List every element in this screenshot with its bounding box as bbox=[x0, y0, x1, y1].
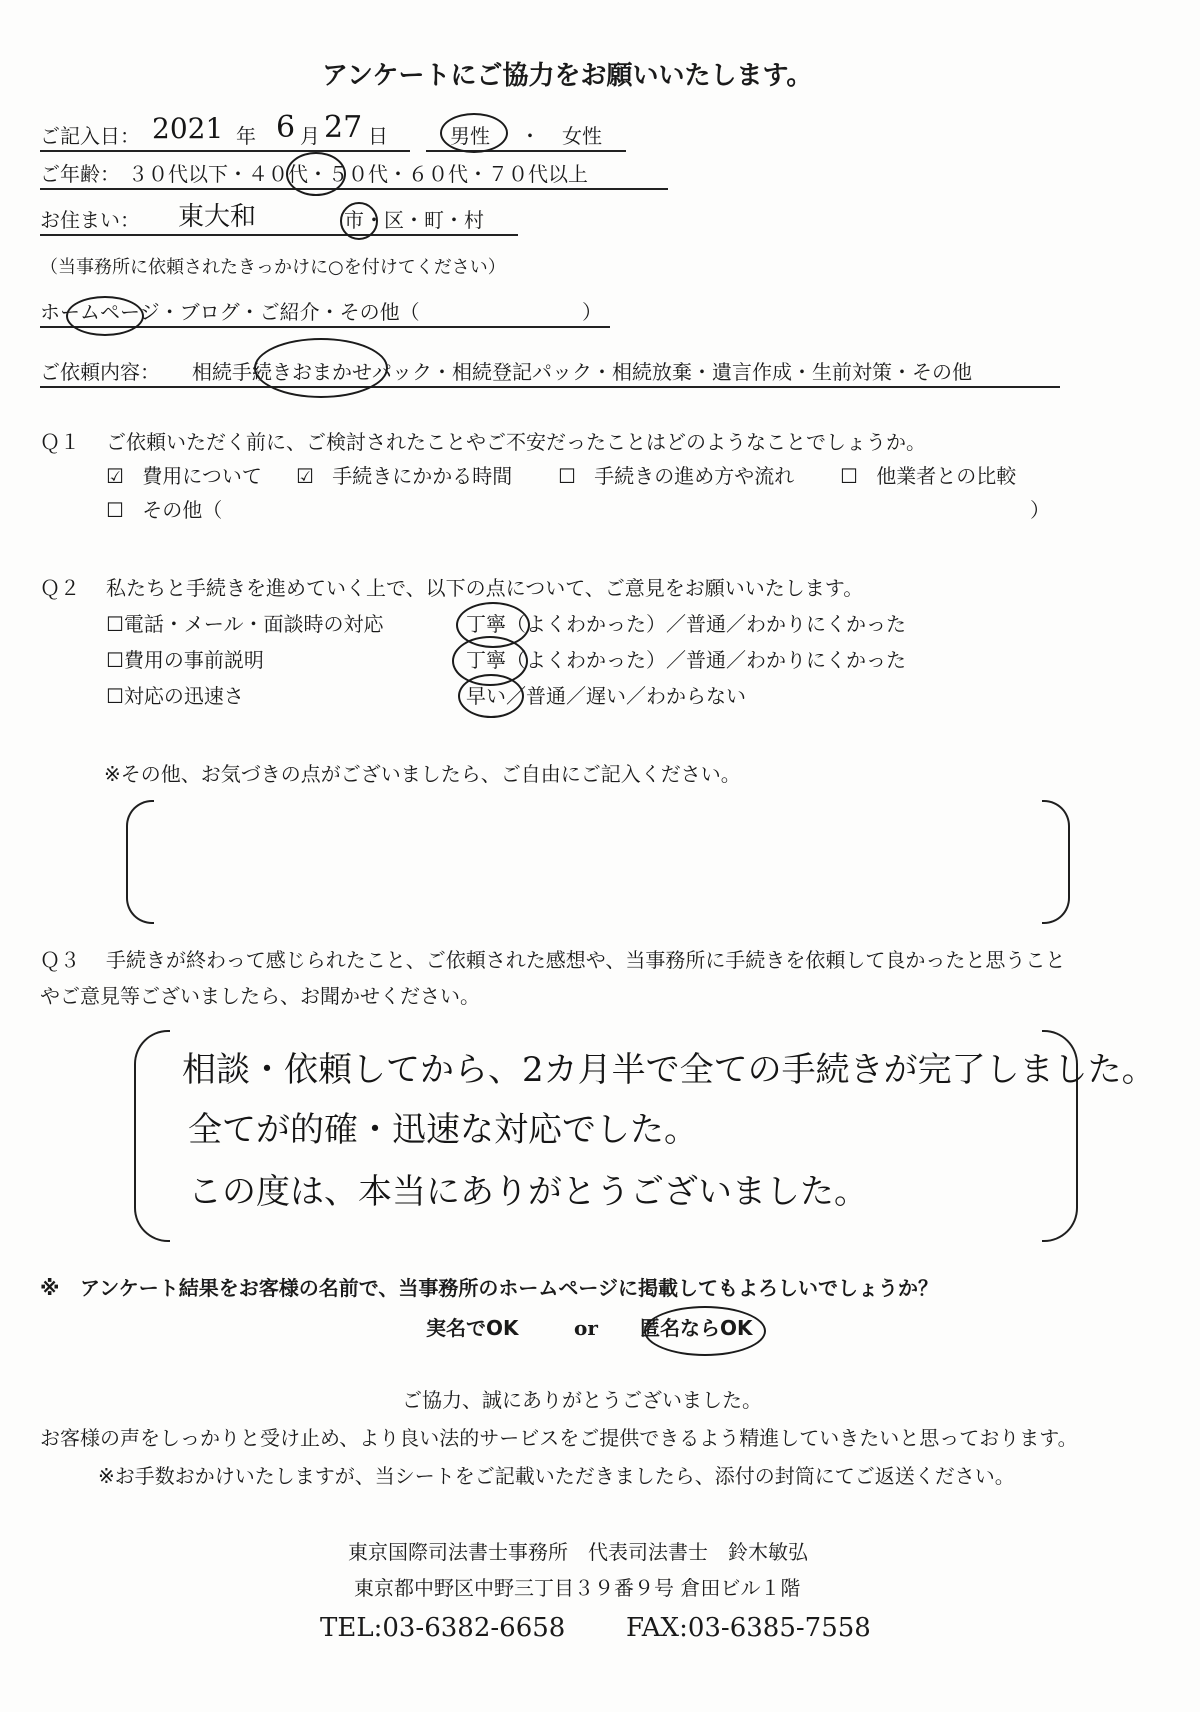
q1-checkbox-compare[interactable]: ☐ bbox=[840, 464, 858, 488]
publish-mark: ※ bbox=[40, 1276, 60, 1300]
residence-label: お住まい： bbox=[40, 208, 140, 232]
q1-option-cost-label: 費用について bbox=[142, 464, 262, 488]
q2-comment-box-left-bracket bbox=[126, 800, 154, 924]
q3-number: Ｑ３ bbox=[40, 948, 80, 972]
publish-selection-circle bbox=[644, 1306, 766, 1356]
publish-option-anonymous[interactable]: 匿名ならOK bbox=[640, 1316, 753, 1340]
trigger-selection-circle bbox=[66, 296, 144, 336]
q1-option-other-label: その他（ bbox=[142, 498, 223, 522]
q2-number: Ｑ２ bbox=[40, 576, 80, 600]
gender-female: 女性 bbox=[562, 124, 602, 148]
office-address: 東京都中野区中野三丁目３９番９号 倉田ビル１階 bbox=[354, 1576, 801, 1600]
closing-message: お客様の声をしっかりと受け止め、より良い法的サービスをご提供できるよう精進していきたいと思っております。 bbox=[40, 1426, 1078, 1450]
q2-question: 私たちと手続きを進めていく上で、以下の点について、ご意見をお願いいたします。 bbox=[106, 576, 864, 600]
q2-row-speed-scale: 早い／普通／遅い／わからない bbox=[466, 684, 746, 708]
age-label: ご年齢： bbox=[40, 162, 120, 186]
q1-option-process-label: 手続きの進め方や流れ bbox=[594, 464, 795, 488]
office-tel: TEL:03-6382-6658 bbox=[320, 1613, 566, 1643]
q1-checkbox-process[interactable]: ☐ bbox=[558, 464, 576, 488]
office-fax: FAX:03-6385-7558 bbox=[626, 1613, 871, 1643]
q2-row-response-label[interactable]: ☐電話・メール・面談時の対応 bbox=[106, 612, 384, 636]
entry-day: 27 bbox=[324, 110, 363, 145]
gender-male: 男性 bbox=[450, 124, 490, 148]
closing-thanks: ご協力、誠にありがとうございました。 bbox=[402, 1388, 762, 1412]
request-options: 相続手続きおまかせパック・相続登記パック・相続放棄・遺言作成・生前対策・その他 bbox=[192, 360, 972, 384]
q3-question-line2: やご意見等ございましたら、お聞かせください。 bbox=[40, 984, 480, 1008]
q1-other-close: ） bbox=[1030, 498, 1050, 522]
q2-comment-box[interactable] bbox=[126, 800, 1070, 924]
publish-or: or bbox=[574, 1316, 598, 1340]
q1-option-compare-label: 他業者との比較 bbox=[876, 464, 1017, 488]
trigger-close: ） bbox=[582, 300, 602, 324]
entry-day-unit: 日 bbox=[368, 124, 388, 148]
q1-checkbox-cost[interactable]: ☑ bbox=[106, 464, 124, 488]
publish-question: アンケート結果をお客様の名前で、当事務所のホームページに掲載してもよろしいでしょうか？ bbox=[80, 1276, 938, 1300]
q2-note: ※その他、お気づきの点がございましたら、ご自由にご記入ください。 bbox=[104, 762, 741, 786]
page-title: アンケートにご協力をお願いいたします。 bbox=[322, 61, 813, 91]
entry-year: 2021 bbox=[152, 112, 224, 145]
gender-sep: ・ bbox=[520, 124, 540, 148]
q2-comment-box-right-bracket bbox=[1042, 800, 1070, 924]
entry-date-underline bbox=[40, 150, 410, 152]
office-name: 東京国際司法書士事務所 代表司法書士 鈴木敏弘 bbox=[348, 1540, 808, 1564]
q3-answer-box[interactable] bbox=[134, 1030, 1156, 1242]
request-underline bbox=[40, 386, 1060, 388]
q1-option-other[interactable] bbox=[106, 496, 222, 524]
q2-row-cost-scale: 丁寧（よくわかった）／普通／わかりにくかった bbox=[466, 648, 906, 672]
entry-date-label: ご記入日： bbox=[40, 124, 140, 148]
q1-option-process[interactable] bbox=[558, 462, 794, 490]
q2-row-speed-label[interactable]: ☐対応の迅速さ bbox=[106, 684, 244, 708]
q1-option-time[interactable] bbox=[296, 462, 512, 490]
q3-question-line1: 手続きが終わって感じられたこと、ご依頼された感想や、当事務所に手続きを依頼して良かったと思うこと bbox=[106, 948, 1066, 972]
q1-question: ご依頼いただく前に、ご検討されたことやご不安だったことはどのようなことでしょうか。 bbox=[106, 430, 926, 454]
entry-month: 6 bbox=[276, 110, 296, 145]
entry-year-unit: 年 bbox=[236, 124, 256, 148]
q3-answer-line-3: この度は、本当にありがとうございました。 bbox=[188, 1172, 868, 1212]
closing-return-note: ※お手数おかけいたしますが、当シートをご記載いただきましたら、添付の封筒にてご返送ください。 bbox=[98, 1464, 1015, 1488]
age-options: ３０代以下・４０代・５０代・６０代・７０代以上 bbox=[128, 162, 588, 186]
q1-option-compare[interactable] bbox=[840, 462, 1016, 490]
gender-selection-circle bbox=[440, 113, 508, 153]
q3-answer-line-2: 全てが的確・迅速な対応でした。 bbox=[188, 1110, 698, 1150]
request-label: ご依頼内容： bbox=[40, 360, 160, 384]
entry-month-unit: 月 bbox=[300, 124, 320, 148]
q3-answer-line-1: 相談・依頼してから、2カ月半で全ての手続きが完了しました。 bbox=[182, 1050, 1156, 1090]
publish-option-real-name[interactable]: 実名でOK bbox=[426, 1316, 519, 1340]
residence-value: 東大和 bbox=[178, 202, 257, 232]
q3-answer-box-left-bracket bbox=[134, 1030, 170, 1242]
q2-row-response-scale: 丁寧（よくわかった）／普通／わかりにくかった bbox=[466, 612, 906, 636]
residence-underline bbox=[40, 234, 518, 236]
q1-option-time-label: 手続きにかかる時間 bbox=[332, 464, 513, 488]
age-underline bbox=[40, 188, 668, 190]
q1-checkbox-other[interactable]: ☐ bbox=[106, 498, 124, 522]
trigger-note: （当事務所に依頼されたきっかけに○を付けてください） bbox=[40, 257, 506, 278]
q1-number: Ｑ１ bbox=[40, 430, 80, 454]
q1-checkbox-time[interactable]: ☑ bbox=[296, 464, 314, 488]
age-selection-circle bbox=[286, 152, 346, 196]
trigger-options: ホームページ・ブログ・ご紹介・その他（ bbox=[40, 300, 420, 324]
q1-option-cost[interactable] bbox=[106, 462, 262, 490]
residence-selection-circle bbox=[340, 202, 378, 240]
request-selection-circle bbox=[254, 338, 388, 398]
residence-options: 市・区・町・村 bbox=[344, 208, 484, 232]
q2-row-cost-label[interactable]: ☐費用の事前説明 bbox=[106, 648, 264, 672]
q2-row-speed-circle bbox=[458, 674, 524, 718]
